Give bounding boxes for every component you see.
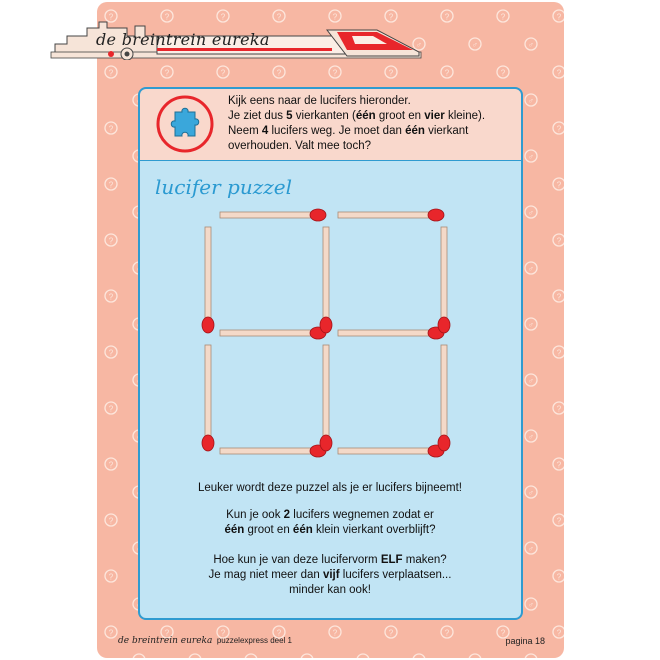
- intro-line: Je ziet dus 5 vierkanten (één groot en vier kleine).: [228, 110, 486, 122]
- intro-text: [228, 94, 518, 154]
- intro-line: Kijk eens naar de lucifers hieronder.: [228, 95, 411, 107]
- matchstick-3[interactable]: [338, 327, 444, 339]
- instruction-text-3: [150, 553, 510, 598]
- page-number: pagina 18: [505, 636, 545, 646]
- intro-line: Neem 4 lucifers weg. Je moet dan één vierkant: [228, 125, 469, 137]
- section-title: lucifer puzzel: [155, 175, 293, 199]
- puzzle-piece-icon: [155, 94, 215, 154]
- matchstick-9[interactable]: [202, 345, 214, 451]
- intro-line: overhouden. Valt mee toch?: [228, 140, 371, 152]
- matchstick-7[interactable]: [320, 227, 332, 333]
- instruction-line: Hoe kun je van deze lucifervorm ELF maken?: [213, 554, 447, 566]
- instruction-line: Je mag niet meer dan vijf lucifers verplaatsen...: [208, 569, 452, 581]
- footer-series: puzzelexpress deel 1: [216, 636, 292, 645]
- footer-left: [118, 636, 292, 650]
- matchstick-11[interactable]: [438, 345, 450, 451]
- instruction-line: Kun je ook 2 lucifers wegnemen zodat er: [226, 509, 434, 521]
- instruction-line: één groot en één klein vierkant overblijft?: [224, 524, 436, 536]
- matchstick-5[interactable]: [338, 445, 444, 457]
- matchstick-4[interactable]: [220, 445, 326, 457]
- header-title: de breintrein eureka: [96, 30, 270, 49]
- matchstick-1[interactable]: [338, 209, 444, 221]
- matchstick-puzzle: [200, 205, 460, 465]
- matchstick-6[interactable]: [202, 227, 214, 333]
- instruction-text-1: Leuker wordt deze puzzel als je er lucifers bijneemt!: [198, 482, 462, 494]
- instruction-line: minder kan ook!: [289, 584, 371, 596]
- matchstick-10[interactable]: [320, 345, 332, 451]
- footer-brand: de breintrein eureka: [118, 636, 213, 646]
- instruction-text-2: [150, 508, 510, 538]
- matchstick-2[interactable]: [220, 327, 326, 339]
- matchstick-0[interactable]: [220, 209, 326, 221]
- matchstick-8[interactable]: [438, 227, 450, 333]
